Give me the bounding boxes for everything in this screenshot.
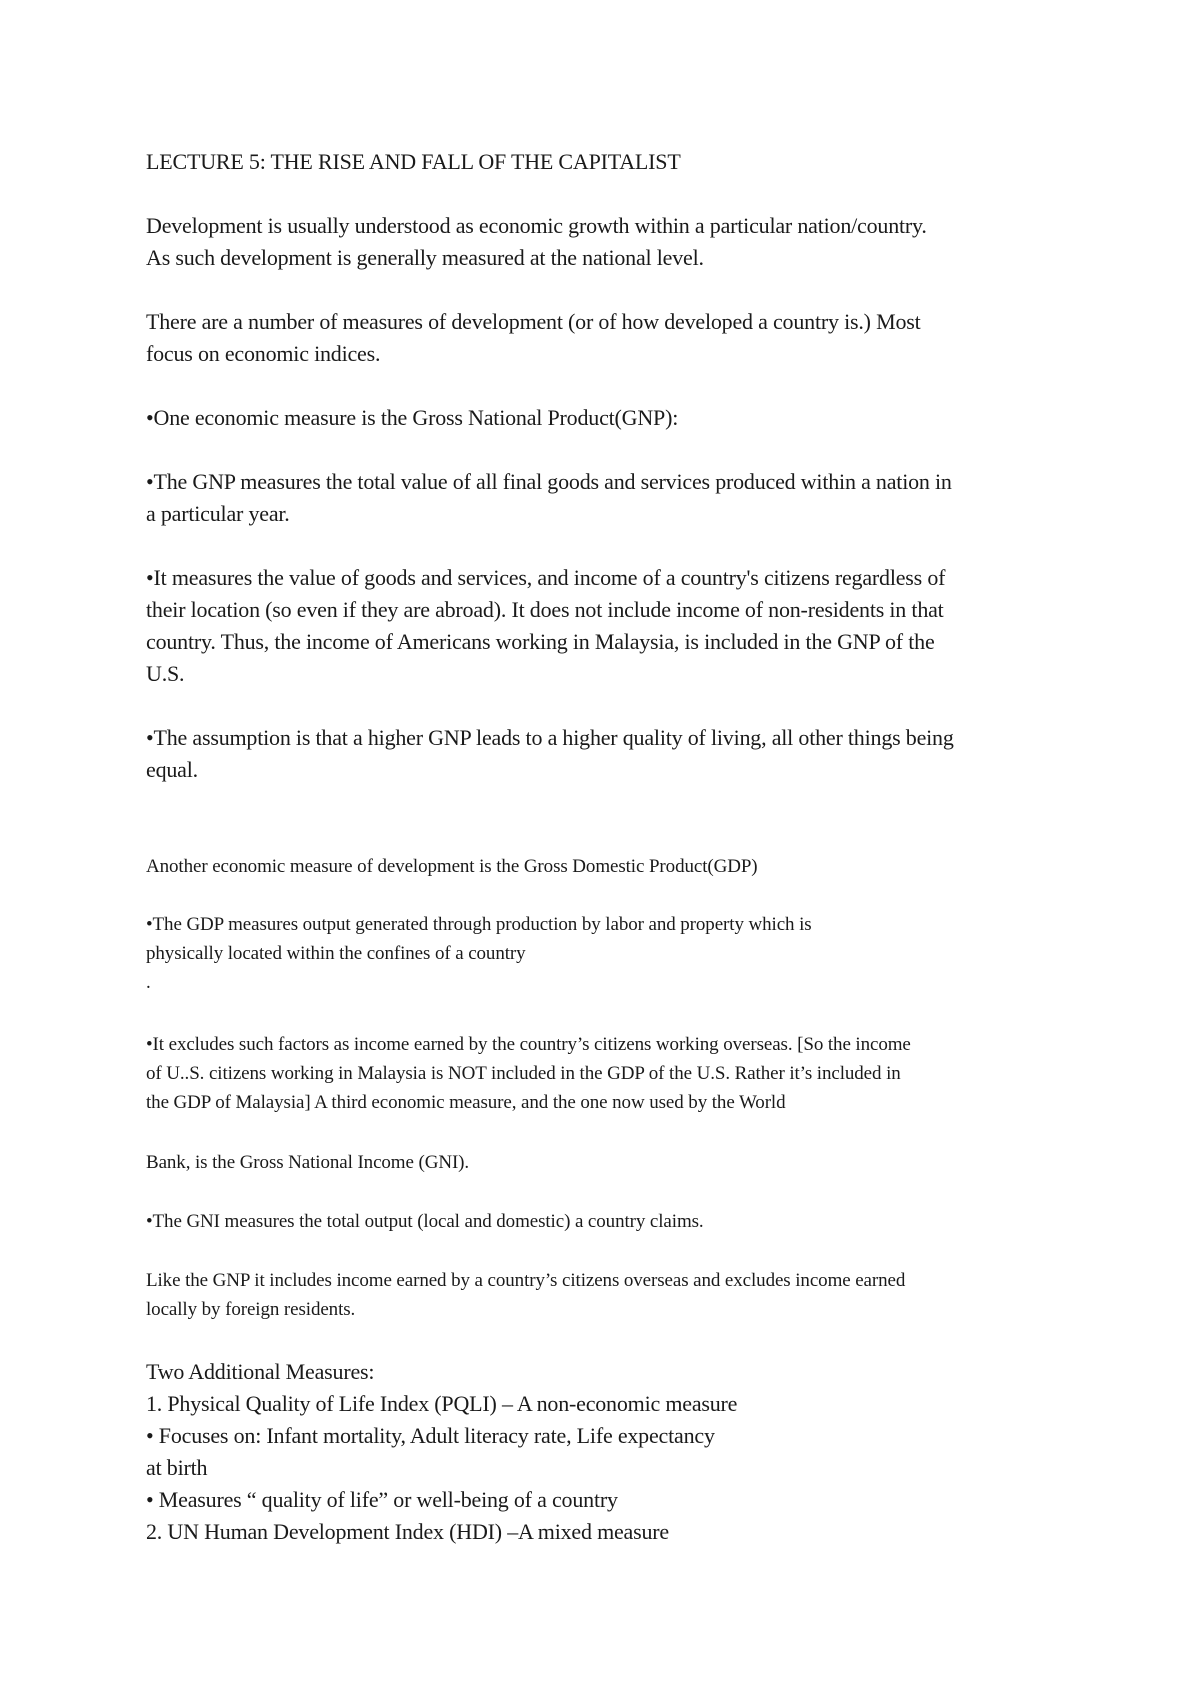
bullet-gnp-intro: •One economic measure is the Gross National Product(GNP):	[146, 405, 679, 430]
paragraph-gni-like-gnp: Like the GNP it includes income earned by a country’s citizens overseas and excludes income earned locally by foreign residents.	[146, 1270, 906, 1320]
lecture-title: LECTURE 5: THE RISE AND FALL OF THE CAPITALIST	[146, 149, 681, 174]
bullet-gdp-excludes: •It excludes such factors as income earned by the country’s citizens working overseas. [So the income of U..S. citizens working in Malaysia is NOT included in the GDP of the U.S. Rather it’s included in the GDP of Malaysia] A third economic measure, and the one now used by the World	[146, 1034, 911, 1113]
paragraph-gdp-intro: Another economic measure of development is the Gross Domestic Product(GDP)	[146, 856, 758, 877]
paragraph-gni-intro: Bank, is the Gross National Income (GNI).	[146, 1152, 470, 1173]
paragraph-measures: There are a number of measures of development (or of how developed a country is.) Most focus on economic indices.	[146, 309, 921, 366]
stray-dot: .	[146, 972, 151, 993]
bullet-gnp-assumption: •The assumption is that a higher GNP leads to a higher quality of living, all other things being equal.	[146, 725, 954, 782]
bullet-gnp-total: •The GNP measures the total value of all final goods and services produced within a nation in a particular year.	[146, 469, 952, 526]
additional-measures-list: Two Additional Measures: 1. Physical Quality of Life Index (PQLI) – A non-economic measure • Focuses on: Infant mortality, Adult literacy rate, Life expectancy at birth • Measures “ quality of life” or well-being of a country 2. UN Human Development Index (HDI) –A mixed measure	[146, 1359, 738, 1544]
paragraph-development: Development is usually understood as economic growth within a particular nation/country. As such development is generally measured at the national level.	[146, 213, 927, 270]
bullet-gdp-output: •The GDP measures output generated through production by labor and property which is physically located within the confines of a country	[146, 914, 812, 964]
bullet-gnp-citizens: •It measures the value of goods and services, and income of a country's citizens regardless of their location (so even if they are abroad). It does not include income of non-residents in that country. Thus, the income of Americans working in Malaysia, is included in the GNP of the U.S.	[146, 565, 946, 686]
bullet-gni-output: •The GNI measures the total output (local and domestic) a country claims.	[146, 1211, 704, 1232]
